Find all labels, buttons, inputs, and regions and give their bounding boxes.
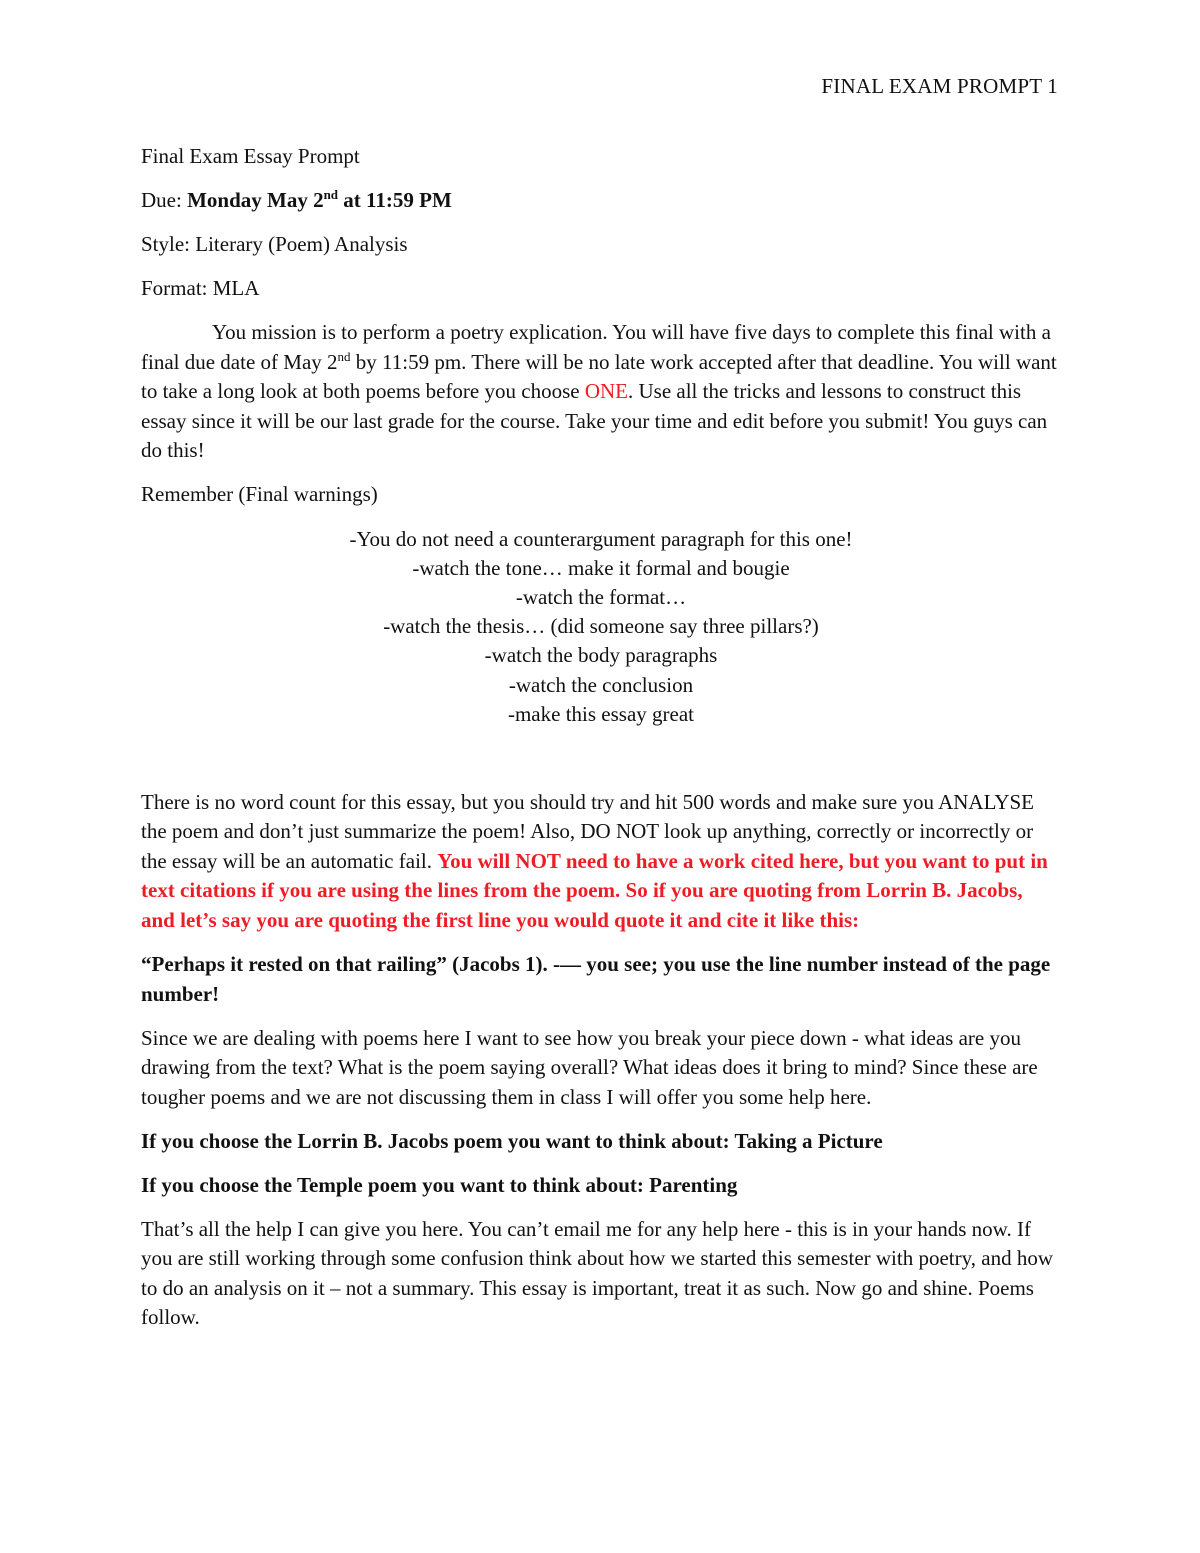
document-title: Final Exam Essay Prompt [141,144,360,168]
due-day-suffix: nd [323,187,339,203]
intro-paragraph [141,318,1061,466]
due-day: Monday May 2 [187,188,324,213]
warnings-list [141,525,1061,729]
due-time: at 11:59 PM [338,188,452,213]
intro-text-2: by 11:59 pm. There will be no late work accepted after that deadline. You will want to take a long look at both poems before you choose [141,349,1057,404]
closing-paragraph: That’s all the help I can give you here. You can’t email me for any help here - this is in your hands now. If you are still working through some confusion think about how we started this semester with poetry, and how to do an analysis on it – not a summary. This essay is important, treat it as such. Now go and shine. Poems follow. [141,1216,1053,1330]
due-label: Due: [141,188,188,213]
warning-item: -watch the thesis… (did someone say three pillars?) [383,614,819,639]
due-line [141,186,1061,216]
style-line: Style: Literary (Poem) Analysis [141,232,408,257]
word-count-text: There is no word count for this essay, but you should try and hit 500 words and make sure you ANALYSE the poem and don’t just summarize the poem! Also, DO NOT look up anything, correctly or incorrectly or the essay will be an automatic fail. [141,789,1034,873]
hint-temple: If you choose the Temple poem you want to think about: Parenting [141,1172,738,1197]
word-count-paragraph [141,788,1061,936]
intro-date-suffix: nd [337,348,351,364]
citation-instructions: You will NOT need to have a work cited here, but you want to put in text citations if you are using the lines from the poem. So if you are quoting from Lorrin B. Jacobs, and let’s say you are quoting the first line you would quote it and cite it like this: [141,848,1048,932]
hint-jacobs: If you choose the Lorrin B. Jacobs poem you want to think about: Taking a Picture [141,1128,883,1153]
citation-example: “Perhaps it rested on that railing” (Jacobs 1). -— you see; you use the line number instead of the page number! [141,952,1051,1006]
format-line: Format: MLA [141,276,260,301]
running-head: FINAL EXAM PROMPT 1 [821,74,1058,98]
intro-text-3: . Use all the tricks and lessons to construct this essay since it will be our last grade for the course. Take your time and edit before you submit! You guys can do this! [141,379,1048,463]
warning-item: -make this essay great [507,701,695,726]
document-body [141,142,1061,1348]
warning-item: -watch the body paragraphs [484,643,718,668]
dealing-paragraph: Since we are dealing with poems here I want to see how you break your piece down - what ideas are you drawing from the text? What is the poem saying overall? What ideas does it bring to mind? Since these are tougher poems and we are not discussing them in class I will offer you some help here. [141,1025,1038,1109]
warning-item: -watch the tone… make it formal and bougie [412,555,790,580]
remember-heading: Remember (Final warnings) [141,482,378,507]
intro-text-1: You mission is to perform a poetry explication. You will have five days to complete this final with a final due date of May 2 [141,320,1051,374]
warning-item: -watch the format… [515,584,687,609]
warning-item: -watch the conclusion [508,672,694,697]
intro-emphasis-one: ONE [584,379,628,404]
warning-item: -You do not need a counterargument paragraph for this one! [349,526,853,551]
spacer [141,729,1061,788]
